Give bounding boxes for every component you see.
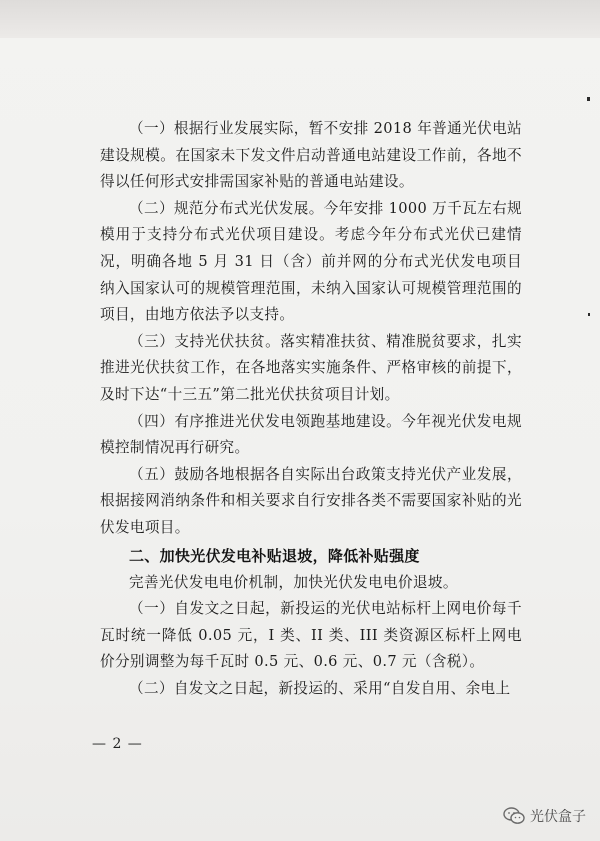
watermark: [503, 806, 586, 826]
page-number: — 2 —: [92, 736, 143, 752]
scan-mark: [587, 97, 590, 101]
paragraph: （三）支持光伏扶贫。落实精准扶贫、精准脱贫要求，扎实推进光伏扶贫工作，在各地落实实施条件、严格审核的前提下，及时下达“十三五”第二批光伏扶贫项目计划。: [100, 332, 522, 403]
paragraph: （四）有序推进光伏发电领跑基地建设。今年视光伏发电规模控制情况再行研究。: [100, 412, 522, 457]
paragraph: （一）根据行业发展实际，暂不安排 2018 年普通光伏电站建设规模。在国家未下发文件启动普通电站建设工作前，各地不得以任何形式安排需国家补贴的普通电站建设。: [100, 120, 522, 191]
scan-mark: [588, 313, 590, 316]
scan-shadow: [0, 0, 600, 38]
watermark-text: 光伏盒子: [530, 809, 586, 825]
paragraph: 完善光伏发电电价机制，加快光伏发电电价退坡。: [129, 573, 458, 591]
section-heading: 二、加快光伏发电补贴退坡，降低补贴强度: [129, 546, 420, 565]
document-body: [100, 116, 522, 702]
paragraph: （二）自发文之日起，新投运的、采用“自发自用、余电上: [129, 679, 511, 697]
paragraph: （二）规范分布式光伏发展。今年安排 1000 万千瓦左右规模用于支持分布式光伏项目建设。考虑今年分布式光伏已建情况，明确各地 5 月 31 日（含）前并网的分布式光伏发电项目纳入国家认可的规模管理范围，未纳入国家认可规模管理范围的项目，由地方依法予以支持。: [100, 199, 522, 324]
wechat-icon: [503, 807, 525, 825]
paragraph: （一）自发文之日起，新投运的光伏电站标杆上网电价每千瓦时统一降低 0.05 元，I 类、II 类、III 类资源区标杆上网电价分别调整为每千瓦时 0.5 元、0.6 元、0.7 元（含税）。: [100, 600, 522, 671]
paragraph: （五）鼓励各地根据各自实际出台政策支持光伏产业发展，根据接网消纳条件和相关要求自行安排各类不需要国家补贴的光伏发电项目。: [100, 465, 522, 536]
